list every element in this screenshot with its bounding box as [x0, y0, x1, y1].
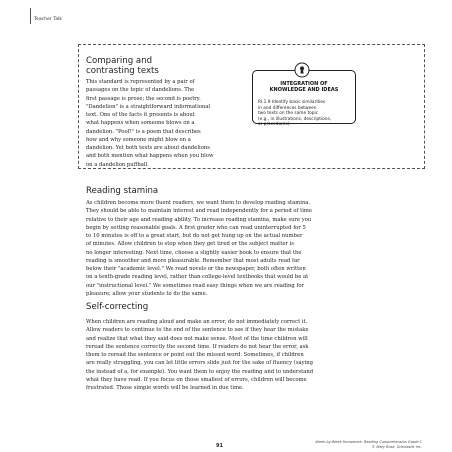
text-line: first passage is prose; the second is poetry.: [86, 95, 201, 102]
text-line: reading is smoother and more pleasurable. Remember that most adults read far: [86, 257, 300, 264]
sidebar-text: [86, 78, 213, 169]
text-line: "Dandelion" is a straightforward informational: [86, 103, 211, 110]
text-line: dandelion. "Poof!" is a poem that describes: [86, 128, 201, 135]
credit-text: Week-by-Week Homework: Reading Comprehension Grade 1: [315, 440, 422, 444]
text-line: Allow readers to continue to the end of the sentence to see if they hear the mistake: [86, 327, 309, 334]
text-line: text. One of the facts it presents is about: [86, 112, 195, 118]
text-line: them to reread the sentence or point out the missed word. Sometimes, if children: [86, 352, 304, 358]
text-line: are really struggling, you can let little errors slide just for the sake of fluency (saying: [86, 360, 314, 367]
key-hole-icon: [294, 62, 310, 78]
section-heading-reading-stamina: Reading stamina: [86, 186, 159, 196]
standard-text: [258, 100, 354, 128]
text-line: no longer interesting. Next time, choose a slightly easier book to ensure that the: [86, 249, 302, 256]
text-line: to 10 minutes is off to a great start, but do not get hung up on the actual number: [86, 233, 303, 239]
standard-title-line: KNOWLEDGE AND IDEAS: [269, 87, 339, 93]
text-line: or procedures).: [258, 122, 291, 128]
text-line: and both mention what happens when you blow: [86, 153, 214, 160]
text-line: and realize that what they said does not make sense. Most of the time children will: [86, 335, 308, 342]
text-line: This standard is represented by a pair of: [86, 79, 195, 85]
text-line: (e.g., in illustrations, descriptions,: [258, 116, 332, 122]
text-line: begin by setting reasonable goals. A first grader who can read uninterrupted for 5: [86, 224, 306, 231]
text-line: of minutes. Allow children to stop when they get tired or the subject matter is: [86, 241, 294, 248]
reading-stamina-text: [86, 199, 312, 298]
text-line: two texts on the same topic: [258, 111, 319, 117]
text-line: relative to their age and reading ability. To increase reading stamina, make sure you: [86, 216, 312, 223]
text-line: the instead of a, for example). You want them to enjoy the reading and to understand: [86, 368, 314, 375]
text-line: As children become more fluent readers, we want them to develop reading stamina.: [86, 200, 311, 206]
text-line: what happens when someone blows on a: [86, 120, 195, 127]
text-line: dandelion. Yet both texts are about dandelions: [86, 145, 210, 151]
sidebar-title: [86, 56, 159, 76]
sidebar-title-line: contrasting texts: [86, 66, 159, 76]
text-line: pleasure; allow your students to do the same.: [86, 290, 208, 297]
credit-text: © Mary Rose, Scholastic Inc.: [371, 444, 422, 449]
page-number: 91: [216, 443, 223, 449]
text-line: When children are reading aloud and make an error, do not immediately correct it.: [86, 319, 308, 325]
text-line: our "instructional level." We sometimes read easy things when we are reading for: [86, 282, 304, 289]
sidebar-title-line: Comparing and: [86, 56, 153, 66]
text-line: in and differences between: [258, 105, 317, 111]
text-line: what they have read. If you focus on those smallest of errors, children will become: [86, 376, 307, 383]
text-line: frustrated. Those simple words will be learned in due time.: [86, 385, 244, 391]
text-line: below their "academic level." We read novels or the newspaper, both often written: [86, 266, 306, 272]
text-line: passages on the topic of dandelions. The: [86, 87, 195, 94]
text-line: reread the sentence correctly the second time. If readers do not hear the error, ask: [86, 343, 309, 350]
self-correcting-text: [86, 318, 313, 392]
credit-line: [315, 440, 422, 449]
text-line: RI.1.9 Identify basic similarities: [258, 100, 326, 105]
text-line: on a tenth-grade reading level, rather than college-level textbooks that would be at: [86, 274, 309, 281]
standard-title: [252, 81, 356, 93]
section-heading-self-correcting: Self-correcting: [86, 302, 149, 312]
text-line: They should be able to maintain interest and read independently for a period of time: [86, 208, 313, 215]
section-tag: Teacher Talk: [34, 17, 63, 22]
text-line: how and why someone might blow on a: [86, 136, 191, 143]
standard-title-line: INTEGRATION OF: [280, 81, 328, 87]
text-line: on a dandelion puffball.: [86, 161, 149, 168]
